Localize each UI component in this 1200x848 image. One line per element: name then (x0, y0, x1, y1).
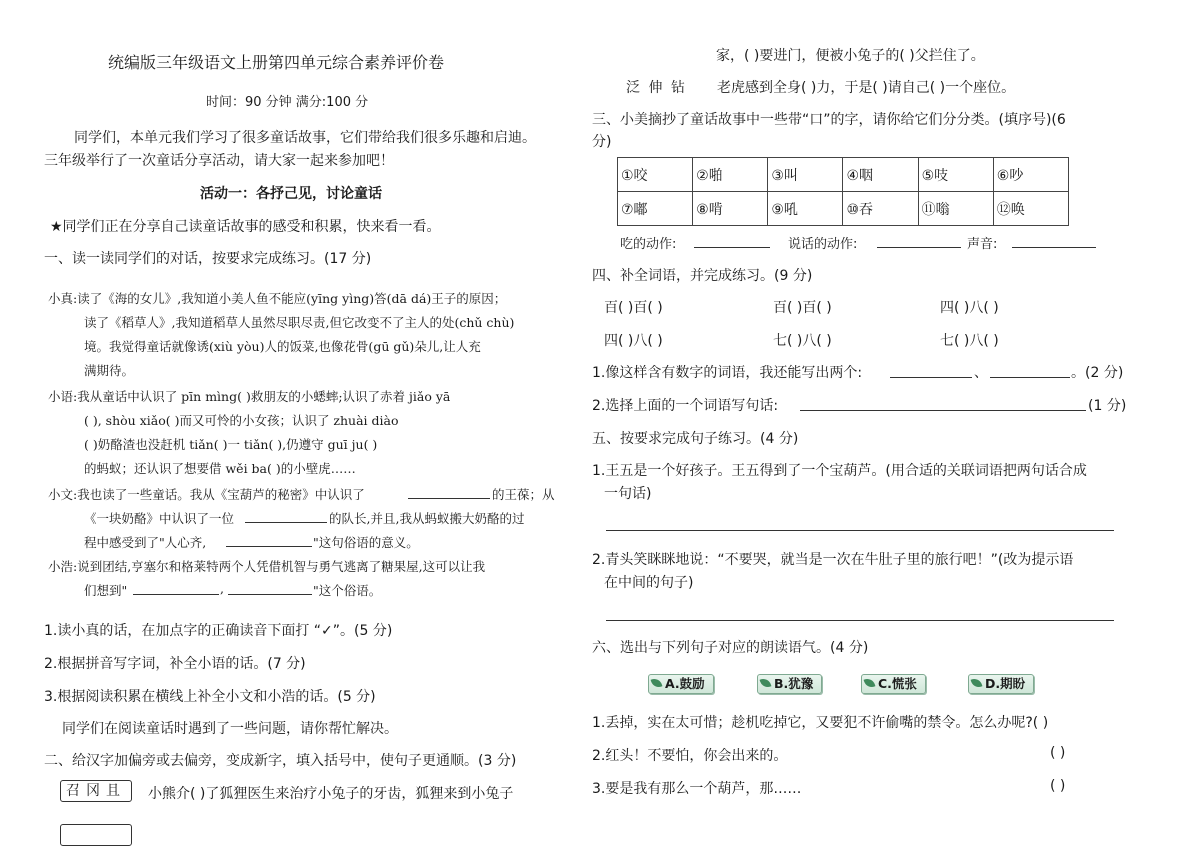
word-box-1: 召冈且 (60, 780, 132, 802)
leaf-icon (760, 677, 772, 689)
xiaohao-blank-2[interactable] (228, 594, 312, 595)
cat-eat-blank[interactable] (694, 247, 770, 248)
time-info: 时间：90 分钟 满分:100 分 (206, 95, 369, 110)
activity1-instruction: ★同学们正在分享自己读童话故事的感受和积累，快来看一看。 (50, 219, 441, 235)
cat-eat-label: 吃的动作: (620, 237, 677, 252)
section2-line-1: 小熊介( )了狐狸医生来治疗小兔子的牙齿，狐狸来到小兔子 (148, 786, 514, 802)
section6-q1: 1.丢掉，实在太可惜；趁机吃掉它，又要犯不许偷嘴的禁令。怎么办呢?( ) (592, 715, 1049, 731)
section5-q1-line-2: 一句话) (604, 486, 652, 502)
section5-heading: 五、按要求完成句子练习。(4 分) (592, 431, 799, 447)
xiaowen-line-1b: 的王葆；从 (492, 487, 555, 502)
section3-heading: 三、小美摘抄了童话故事中一些带“口”的字，请你给它们分分类。(填序号)(6 (592, 112, 1066, 128)
section5-q1-line-1: 1.王五是一个好孩子。王五得到了一个宝葫芦。(用合适的关联词语把两句话合成 (592, 463, 1087, 479)
char-row (618, 158, 1069, 192)
cat-talk-label: 说话的动作: (788, 237, 858, 252)
char-cell: ②啪 (693, 158, 768, 192)
section1-note: 同学们在阅读童话时遇到了一些问题，请你帮忙解决。 (62, 721, 398, 737)
xiaowen-blank-1[interactable] (408, 498, 490, 499)
char-cell: ④咽 (843, 158, 918, 192)
xiaowen-line-3b: "这句俗语的意义。 (313, 535, 419, 550)
section1-q1: 1.读小真的话，在加点字的正确读音下面打 “✓”。(5 分) (44, 623, 393, 639)
word-box-2 (60, 824, 132, 846)
section5-q2-line-1: 2.青头笑眯眯地说：“不要哭，就当是一次在牛肚子里的旅行吧！”(改为提示语 (592, 552, 1074, 568)
option-a-badge (648, 674, 714, 694)
char-cell: ⑧啃 (693, 192, 768, 226)
intro-line-1: 同学们，本单元我们学习了很多童话故事，它们带给我们很多乐趣和启迪。 (74, 130, 536, 146)
xiaowen-line-2b: 的队长,并且,我从蚂蚁搬大奶酪的过 (329, 511, 525, 526)
char-cell: ⑪嗡 (918, 192, 993, 226)
option-a-label: A.鼓励 (665, 676, 705, 691)
char-cell: ⑨吼 (768, 192, 843, 226)
section4-heading: 四、补全词语，并完成练习。(9 分) (592, 268, 813, 284)
xiaowen-line-1a: 小文:我也读了一些童话。我从《宝葫芦的秘密》中认识了 (48, 487, 365, 502)
option-c-label: C.慌张 (878, 676, 917, 691)
section4-q2: 2.选择上面的一个词语写句话: (592, 398, 779, 414)
cat-talk-blank[interactable] (877, 247, 961, 248)
section6-q3-paren[interactable]: ( ) (1050, 778, 1066, 794)
section3-heading-cont: 分) (592, 134, 612, 150)
xiaoyu-line: ( )奶酪渣也没赶机 tiǎn( )一 tiǎn( ),仍遵守 guī ju( ) (84, 437, 378, 452)
xiaowen-line-3a: 程中感受到了"人心齐, (84, 535, 207, 550)
section4-q1: 1.像这样含有数字的词语，我还能写出两个: (592, 365, 863, 381)
xiaozhen-line: 满期待。 (84, 363, 135, 378)
option-b-label: B.犹豫 (774, 676, 814, 691)
activity1-title: 活动一：各抒己见，讨论童话 (200, 186, 382, 202)
xiaozhen-line: 读了《稻草人》,我知道稻草人虽然尽职尽责,但它改变不了主人的处(chǔ chù) (84, 315, 515, 330)
char-cell: ⑩吞 (843, 192, 918, 226)
leaf-icon (971, 677, 983, 689)
idiom-item: 四( )八( ) (940, 300, 999, 316)
char-cell: ③叫 (768, 158, 843, 192)
xiaohao-comma: , (220, 581, 224, 596)
section5-q1-answer-line[interactable] (606, 530, 1114, 531)
option-c-badge (861, 674, 926, 694)
char-cell: ⑫唤 (993, 192, 1068, 226)
cat-sound-label: 声音: (967, 237, 998, 252)
char-cell: ①咬 (618, 158, 693, 192)
section2-line-3: 老虎感到全身( )力，于是( )请自己( )一个座位。 (717, 80, 1016, 96)
section6-q2: 2.红头！不要怕，你会出来的。 (592, 748, 788, 764)
section1-heading: 一、读一读同学们的对话，按要求完成练习。(17 分) (44, 251, 372, 267)
option-d-badge (968, 674, 1034, 694)
char-cell: ⑥吵 (993, 158, 1068, 192)
xiaohao-line-1: 小浩:说到团结,亨塞尔和格莱特两个人凭借机智与勇气逃离了糖果屋,这可以让我 (48, 559, 486, 574)
section2-heading: 二、给汉字加偏旁或去偏旁，变成新字，填入括号中，使句子更通顺。(3 分) (44, 753, 517, 769)
section6-q2-paren[interactable]: ( ) (1050, 745, 1066, 761)
section1-q3: 3.根据阅读积累在横线上补全小文和小浩的话。(5 分) (44, 689, 376, 705)
section2-words-2: 泛 伸 钻 (626, 80, 687, 96)
xiaohao-blank-1[interactable] (133, 594, 219, 595)
intro-line-2: 三年级举行了一次童话分享活动，请大家一起来参加吧！ (44, 153, 394, 169)
cat-sound-blank[interactable] (1012, 247, 1096, 248)
idiom-item: 七( )八( ) (940, 333, 999, 349)
char-row (618, 192, 1069, 226)
xiaozhen-line: 境。我觉得童话就像诱(xiù yòu)人的饭菜,也像花骨(gū gǔ)朵儿,让人充 (84, 339, 481, 354)
xiaoyu-line: 的蚂蚁；还认识了想要借 wěi ba( )的小壁虎…… (84, 461, 356, 476)
section4-q1-sep: 、 (974, 365, 988, 381)
xiaoyu-line: 小语:我从童话中认识了 pīn mìng( )救朋友的小蟋蟀;认识了赤着 jiǎo yā (48, 389, 451, 404)
idiom-item: 百( )百( ) (604, 300, 663, 316)
option-b-badge (757, 674, 822, 694)
xiaowen-blank-3[interactable] (226, 546, 312, 547)
section5-q2-line-2: 在中间的句子) (604, 575, 694, 591)
xiaowen-line-2a: 《一块奶酪》中认识了一位 (84, 511, 235, 526)
idiom-item: 百( )百( ) (773, 300, 832, 316)
section6-heading: 六、选出与下列句子对应的朗读语气。(4 分) (592, 640, 869, 656)
section4-q1-blank-1[interactable] (890, 377, 972, 378)
xiaowen-blank-2[interactable] (245, 522, 327, 523)
idiom-item: 四( )八( ) (604, 333, 663, 349)
section4-q2-blank[interactable] (800, 410, 1086, 411)
xiaozhen-line: 小真:读了《海的女儿》,我知道小美人鱼不能应(yīng yìng)答(dā dá)王子的原因； (48, 291, 507, 306)
section5-q2-answer-line[interactable] (606, 620, 1114, 621)
section4-q1-end: 。(2 分) (1071, 365, 1124, 381)
xiaohao-line-2a: 们想到" (84, 583, 128, 598)
section4-q1-blank-2[interactable] (990, 377, 1070, 378)
option-d-label: D.期盼 (985, 676, 1026, 691)
char-cell: ⑦嘟 (618, 192, 693, 226)
leaf-icon (651, 677, 663, 689)
page-title: 统编版三年级语文上册第四单元综合素养评价卷 (108, 53, 445, 72)
section6-q3: 3.要是我有那么一个葫芦，那…… (592, 781, 802, 797)
section2-line-2: 家，( )要进门，便被小兔子的( )父拦住了。 (716, 48, 985, 64)
leaf-icon (864, 677, 876, 689)
idiom-item: 七( )八( ) (773, 333, 832, 349)
char-cell: ⑤吱 (918, 158, 993, 192)
char-table (617, 157, 1069, 226)
xiaoyu-line: ( ), shòu xiǎo( )而又可怜的小女孩；认识了 zhuài diào (84, 413, 399, 428)
section4-q2-end: (1 分) (1088, 398, 1127, 414)
section1-q2: 2.根据拼音写字词，补全小语的话。(7 分) (44, 656, 306, 672)
xiaohao-line-2b: "这个俗语。 (313, 583, 382, 598)
